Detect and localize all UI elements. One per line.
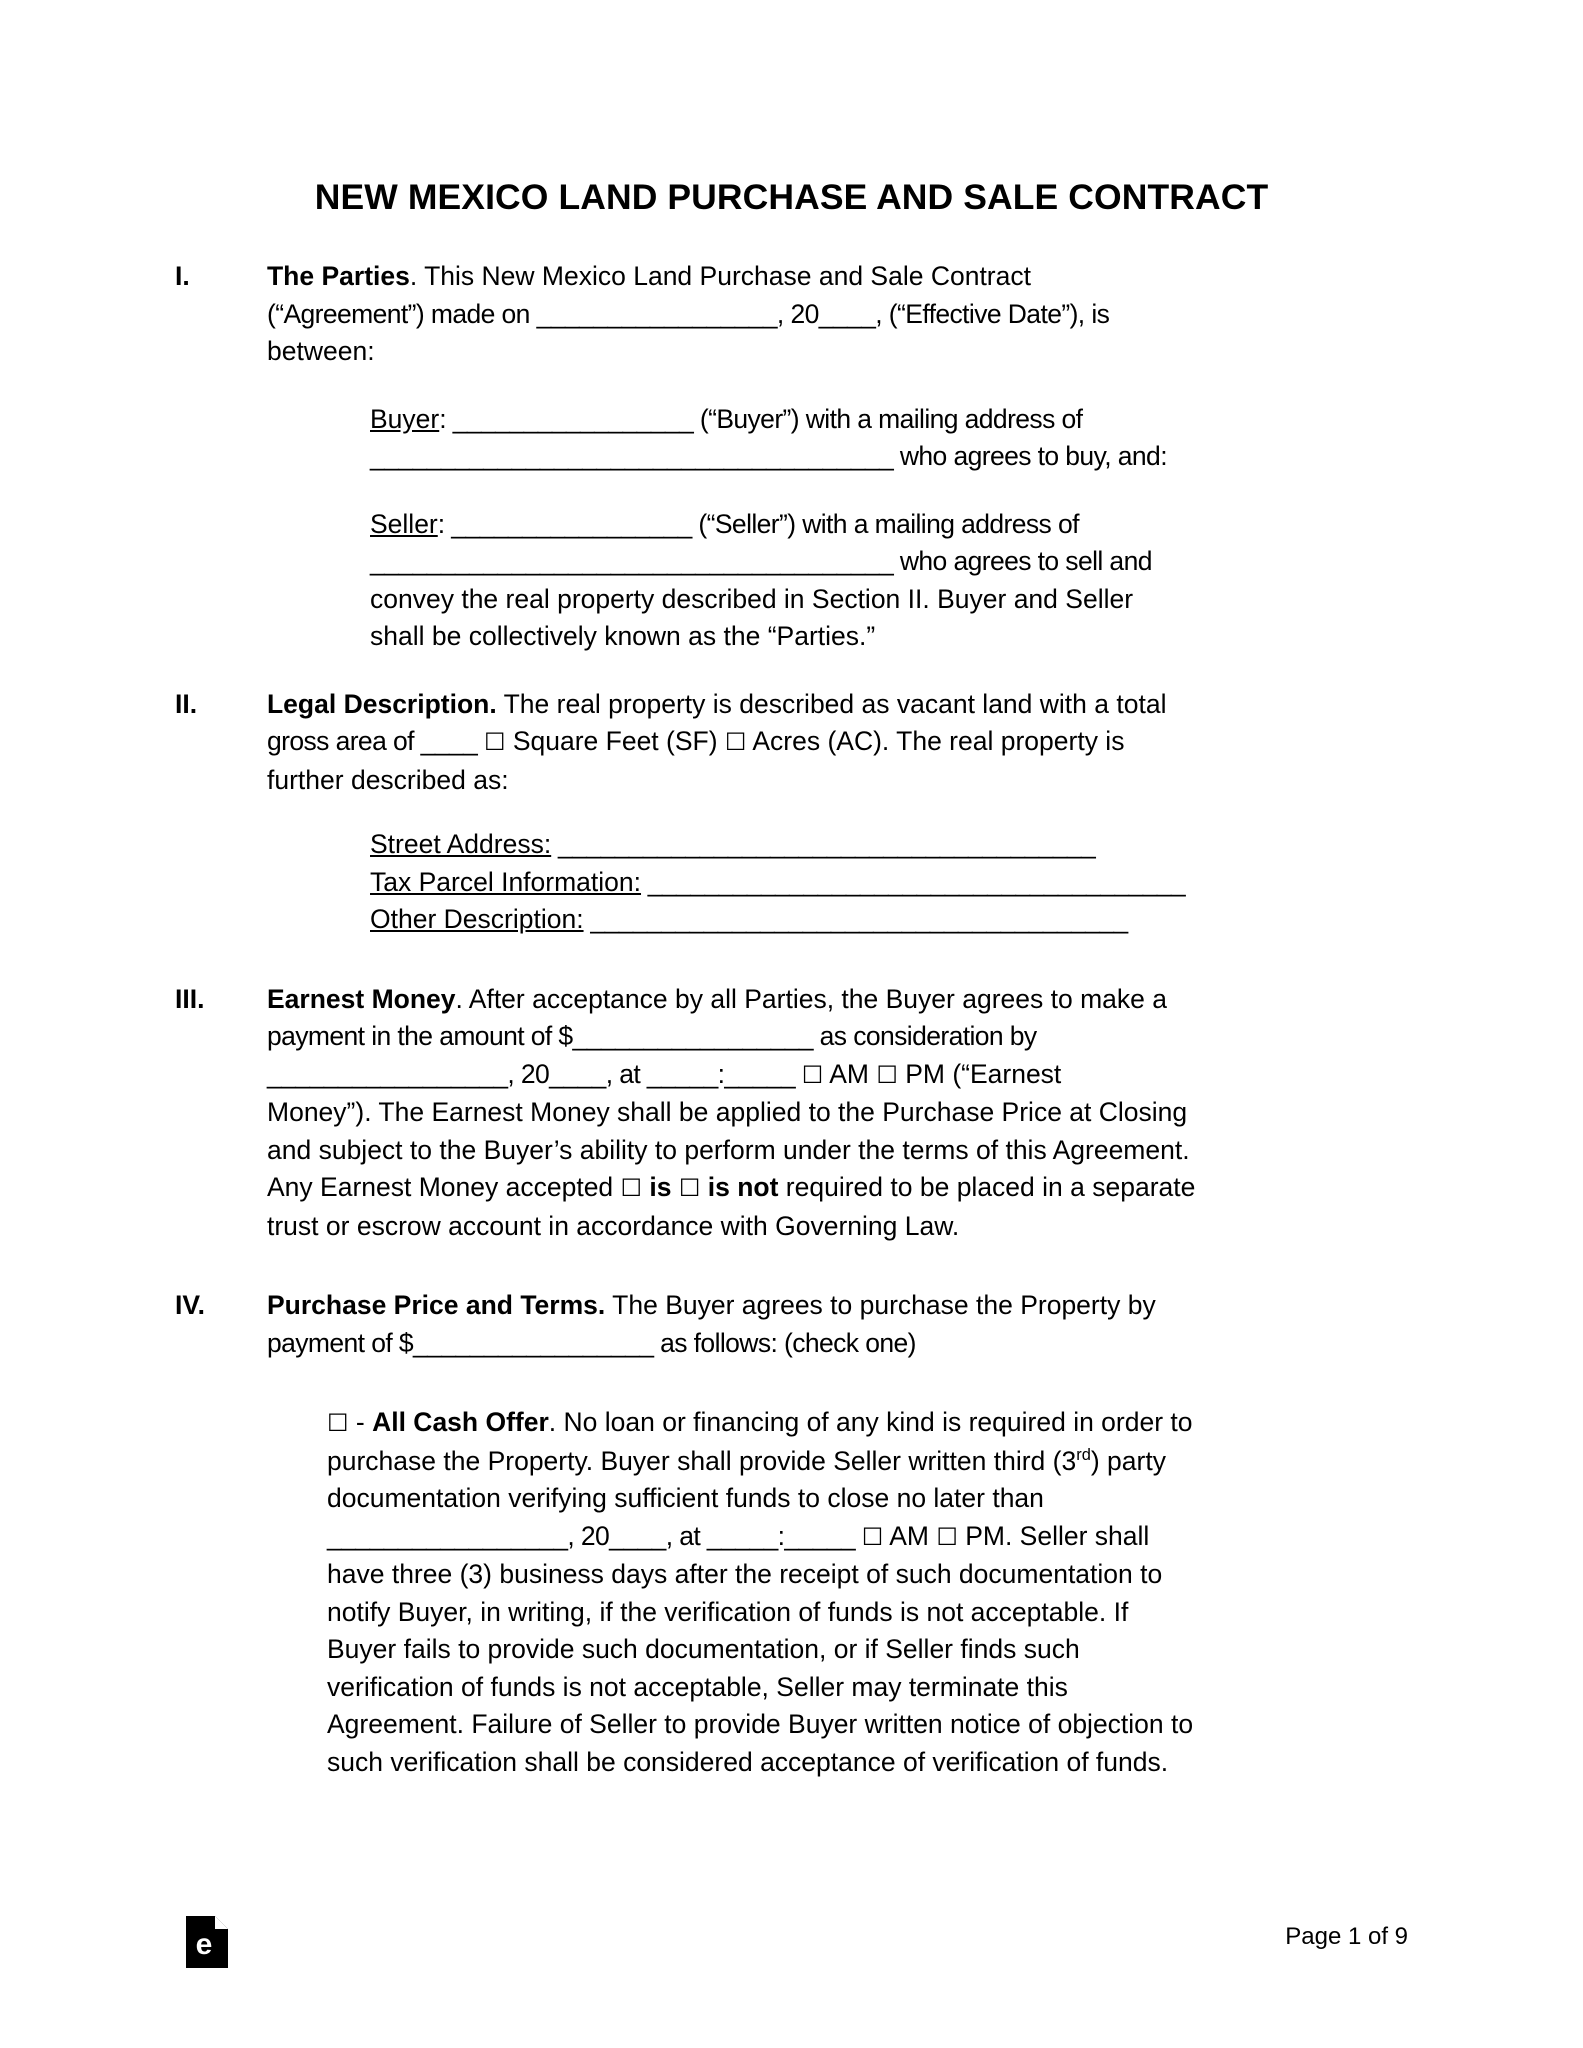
section-i-heading: The Parties bbox=[267, 261, 410, 291]
section-i-body bbox=[267, 258, 1410, 656]
other-description-input-line[interactable]: ______________________________________ bbox=[583, 904, 1128, 934]
section-earnest-money bbox=[175, 981, 1410, 1246]
all-cash-line-6: notify Buyer, in writing, if the verification of funds is not acceptable. If bbox=[327, 1596, 1129, 1627]
tax-parcel-row bbox=[370, 864, 1410, 902]
all-cash-offer-heading: All Cash Offer bbox=[372, 1407, 549, 1437]
earnest-money-line-6-suffix: required to be placed in a separate bbox=[778, 1172, 1196, 1202]
further-described-label: further described as: bbox=[267, 764, 509, 795]
all-cash-am-label: AM bbox=[883, 1520, 937, 1551]
all-cash-offer-paragraph bbox=[327, 1404, 1410, 1781]
street-address-label: Street Address: bbox=[370, 829, 552, 859]
legal-description-rest: The real property is described as vacant land with a total bbox=[496, 688, 1167, 719]
seller-paragraph bbox=[370, 506, 1410, 656]
section-iii-heading: Earnest Money bbox=[267, 983, 456, 1014]
eforms-document-icon bbox=[186, 1916, 228, 1968]
buyer-label: Buyer bbox=[370, 403, 440, 434]
purchase-price-amount-line[interactable]: payment of $_________________ as follows: (check one) bbox=[267, 1327, 916, 1358]
acres-checkbox[interactable]: ☐ bbox=[724, 728, 747, 756]
legal-description-paragraph bbox=[267, 686, 1410, 800]
section-numeral-ii: II. bbox=[175, 688, 198, 719]
section-legal-description bbox=[175, 686, 1410, 939]
page-number: Page 1 of 9 bbox=[1285, 1923, 1408, 1950]
earnest-is-label: is bbox=[642, 1172, 679, 1202]
other-description-label: Other Description: bbox=[370, 904, 584, 934]
buyer-paragraph bbox=[370, 401, 1410, 476]
purchase-price-paragraph bbox=[267, 1287, 1410, 1362]
buyer-name-line[interactable]: : _________________ (“Buyer”) with a mailing address of bbox=[439, 403, 1083, 434]
section-purchase-price-and-terms bbox=[175, 1287, 1410, 1781]
seller-address-line[interactable]: _____________________________________ who agrees to sell and bbox=[370, 546, 1152, 576]
earnest-money-line-4: Money”). The Earnest Money shall be applied to the Purchase Price at Closing bbox=[267, 1097, 1188, 1127]
earnest-money-rest: . After acceptance by all Parties, the Buyer agrees to make a bbox=[455, 983, 1167, 1014]
earnest-is-not-label: is not bbox=[700, 1172, 779, 1202]
parties-between-label: between: bbox=[267, 336, 375, 366]
svg-text:e: e bbox=[195, 1928, 213, 1961]
section-iv-heading: Purchase Price and Terms. bbox=[267, 1290, 606, 1320]
earnest-pm-checkbox[interactable]: ☐ bbox=[876, 1060, 898, 1089]
square-feet-label: Square Feet (SF) bbox=[505, 726, 725, 756]
third-party-ordinal-suffix: rd bbox=[1076, 1445, 1091, 1464]
gross-area-blank[interactable]: gross area of ____ bbox=[267, 726, 484, 756]
street-address-input-line[interactable]: ______________________________________ bbox=[551, 829, 1096, 859]
seller-convey-line: convey the real property described in Section II. Buyer and Seller bbox=[370, 583, 1134, 614]
earnest-is-checkbox[interactable]: ☐ bbox=[620, 1174, 643, 1202]
earnest-money-line-6-prefix: Any Earnest Money accepted bbox=[267, 1172, 621, 1202]
page-title: NEW MEXICO LAND PURCHASE AND SALE CONTRACT bbox=[314, 177, 1269, 217]
all-cash-date-time-line[interactable]: _________________, 20____, at _____:_____ bbox=[327, 1520, 862, 1551]
all-cash-line-10: such verification shall be considered acceptance of verification of funds. bbox=[327, 1746, 1169, 1777]
section-ii-body bbox=[267, 686, 1410, 939]
tax-parcel-input-line[interactable]: ______________________________________ bbox=[641, 866, 1186, 897]
section-numeral-iii: III. bbox=[175, 983, 205, 1014]
earnest-amount-line[interactable]: payment in the amount of $_________________ as consideration by bbox=[267, 1021, 1037, 1051]
earnest-money-paragraph bbox=[267, 981, 1410, 1246]
all-cash-offer-checkbox[interactable]: ☐ bbox=[327, 1409, 349, 1437]
earnest-is-not-checkbox[interactable]: ☐ bbox=[678, 1174, 701, 1202]
parties-intro bbox=[267, 258, 1410, 371]
all-cash-line-3: documentation verifying sufficient funds to close no later than bbox=[327, 1483, 1044, 1513]
tax-parcel-label: Tax Parcel Information: bbox=[370, 866, 642, 897]
seller-name-line[interactable]: : _________________ (“Seller”) with a mailing address of bbox=[437, 508, 1079, 539]
section-iii-body bbox=[267, 981, 1410, 1246]
square-feet-checkbox[interactable]: ☐ bbox=[483, 728, 506, 756]
purchase-price-rest: The Buyer agrees to purchase the Property by bbox=[605, 1290, 1156, 1320]
parties-intro-rest: . This New Mexico Land Purchase and Sale Contract bbox=[409, 261, 1031, 291]
seller-parties-line: shall be collectively known as the “Parties.” bbox=[370, 621, 876, 651]
all-cash-line-8: verification of funds is not acceptable, Seller may terminate this bbox=[327, 1671, 1068, 1702]
all-cash-offer-rest: . No loan or financing of any kind is required in order to bbox=[548, 1407, 1193, 1437]
all-cash-line-2-suffix: ) party bbox=[1090, 1445, 1166, 1476]
earnest-am-checkbox[interactable]: ☐ bbox=[801, 1060, 824, 1089]
all-cash-line-2-prefix: purchase the Property. Buyer shall provide Seller written third (3 bbox=[327, 1445, 1077, 1476]
street-address-row bbox=[370, 826, 1410, 864]
all-cash-pm-checkbox[interactable]: ☐ bbox=[936, 1522, 958, 1551]
earnest-am-label: AM bbox=[823, 1058, 877, 1089]
seller-label: Seller bbox=[370, 508, 438, 539]
seller-block bbox=[370, 506, 1410, 656]
all-cash-am-checkbox[interactable]: ☐ bbox=[861, 1522, 884, 1551]
all-cash-line-7: Buyer fails to provide such documentation, or if Seller finds such bbox=[327, 1634, 1080, 1664]
all-cash-line-5: have three (3) business days after the receipt of such documentation to bbox=[327, 1559, 1163, 1589]
buyer-block bbox=[370, 401, 1410, 476]
all-cash-offer-dash: - bbox=[348, 1407, 373, 1437]
section-ii-heading: Legal Description. bbox=[267, 688, 497, 719]
section-numeral-iv: IV. bbox=[175, 1290, 205, 1320]
all-cash-offer-block bbox=[327, 1404, 1410, 1781]
other-description-row bbox=[370, 901, 1410, 939]
section-iv-body bbox=[267, 1287, 1410, 1781]
earnest-money-line-7: trust or escrow account in accordance with Governing Law. bbox=[267, 1210, 960, 1241]
parties-effective-date-line[interactable]: (“Agreement”) made on _________________, 20____, (“Effective Date”), is bbox=[267, 298, 1110, 329]
all-cash-pm-label: PM. Seller shall bbox=[957, 1520, 1150, 1551]
earnest-date-time-line[interactable]: _________________, 20____, at _____:_____ bbox=[267, 1058, 802, 1089]
buyer-address-line[interactable]: _____________________________________ who agrees to buy, and: bbox=[370, 441, 1167, 471]
acres-label: Acres (AC). The real property is bbox=[746, 726, 1125, 756]
document-body bbox=[175, 258, 1410, 1811]
all-cash-line-9: Agreement. Failure of Seller to provide Buyer written notice of objection to bbox=[327, 1709, 1194, 1739]
section-the-parties bbox=[175, 258, 1410, 656]
section-numeral-i: I. bbox=[175, 261, 190, 291]
earnest-money-line-5: and subject to the Buyer’s ability to perform under the terms of this Agreement. bbox=[267, 1134, 1190, 1165]
earnest-pm-label: PM (“Earnest bbox=[897, 1058, 1062, 1089]
property-identifiers-block bbox=[370, 826, 1410, 939]
